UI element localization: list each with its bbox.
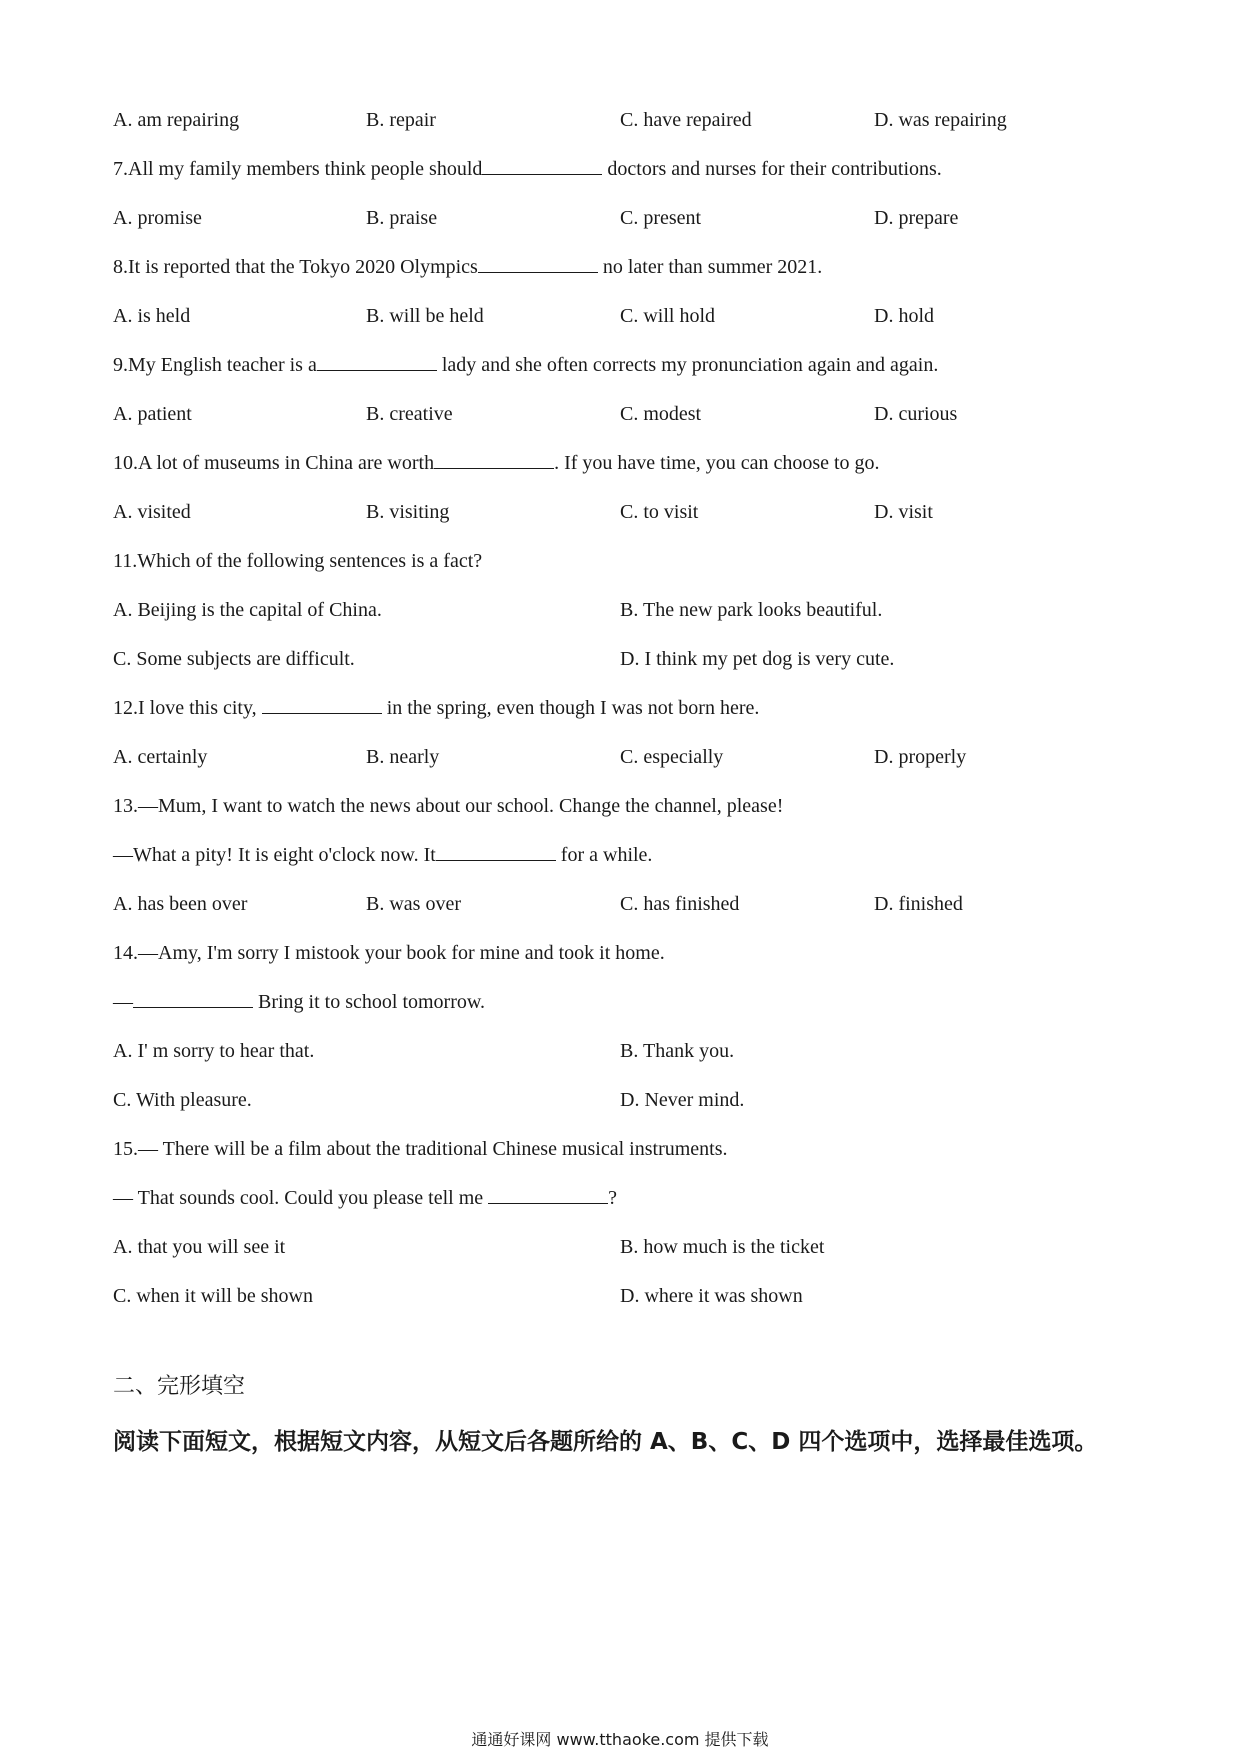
q6-option-c: C. have repaired	[620, 109, 752, 131]
q12-stem-after: in the spring, even though I was not born here.	[381, 697, 760, 719]
q9-option-c: C. modest	[620, 403, 702, 425]
q13-option-c: C. has finished	[620, 893, 740, 915]
q13-reply-before: —What a pity! It is eight o'clock now. It	[113, 844, 436, 866]
q7-option-b: B. praise	[366, 207, 438, 229]
q13-stem: 13.—Mum, I want to watch the news about our school. Change the channel, please!	[113, 795, 784, 817]
q15-option-a: A. that you will see it	[113, 1236, 286, 1258]
q8-option-c: C. will hold	[620, 305, 716, 327]
q6-option-d: D. was repairing	[874, 109, 1007, 131]
q11-option-a: A. Beijing is the capital of China.	[113, 599, 382, 621]
q14-stem: 14.—Amy, I'm sorry I mistook your book for mine and took it home.	[113, 942, 665, 964]
q13-reply-after: for a while.	[555, 844, 653, 866]
q13-option-a: A. has been over	[113, 893, 248, 915]
q6-option-b: B. repair	[366, 109, 436, 131]
section-title: 二、完形填空	[113, 1374, 246, 1399]
q7-option-a: A. promise	[113, 207, 202, 229]
q14-option-d: D. Never mind.	[620, 1089, 745, 1111]
page-footer: 通通好课网 www.tthaoke.com 提供下载	[471, 1730, 769, 1749]
q10-stem-before: 10.A lot of museums in China are worth	[113, 452, 435, 474]
q15-reply-after: ?	[608, 1187, 618, 1209]
q15-stem: 15.— There will be a film about the traditional Chinese musical instruments.	[113, 1138, 728, 1160]
q11-option-d: D. I think my pet dog is very cute.	[620, 648, 895, 670]
q15-option-b: B. how much is the ticket	[620, 1236, 825, 1258]
q14-reply-after: Bring it to school tomorrow.	[253, 991, 486, 1013]
q15-reply-before: — That sounds cool. Could you please tell me	[113, 1187, 489, 1209]
q11-option-c: C. Some subjects are difficult.	[113, 648, 355, 670]
q7-option-d: D. prepare	[874, 207, 959, 229]
q8-blank	[478, 254, 598, 273]
q8-stem-after: no later than summer 2021.	[597, 256, 823, 278]
q7-stem-before: 7.All my family members think people should	[113, 158, 483, 180]
q9-stem-after: lady and she often corrects my pronunciation again and again.	[436, 354, 939, 376]
q13-reply	[113, 842, 652, 868]
q10-stem-after: . If you have time, you can choose to go.	[554, 452, 880, 474]
q10-option-b: B. visiting	[366, 501, 450, 523]
q10-blank	[434, 450, 554, 469]
q14-blank	[133, 989, 253, 1008]
q12-option-d: D. properly	[874, 746, 967, 768]
q8-option-a: A. is held	[113, 305, 191, 327]
q10-option-d: D. visit	[874, 501, 933, 523]
q7-option-c: C. present	[620, 207, 702, 229]
q9-option-b: B. creative	[366, 403, 453, 425]
q9-option-d: D. curious	[874, 403, 958, 425]
q10-stem	[113, 450, 880, 476]
q13-option-b: B. was over	[366, 893, 461, 915]
q14-option-c: C. With pleasure.	[113, 1089, 252, 1111]
q12-option-a: A. certainly	[113, 746, 208, 768]
q7-blank	[482, 156, 602, 175]
q14-option-a: A. I' m sorry to hear that.	[113, 1040, 315, 1062]
q10-option-a: A. visited	[113, 501, 191, 523]
q15-reply	[113, 1185, 617, 1211]
q9-stem-before: 9.My English teacher is a	[113, 354, 317, 376]
q12-option-c: C. especially	[620, 746, 724, 768]
q8-stem-before: 8.It is reported that the Tokyo 2020 Olympics	[113, 256, 478, 278]
section-instruction: 阅读下面短文，根据短文内容，从短文后各题所给的 A、B、C、D 四个选项中，选择最佳选项。	[113, 1429, 1098, 1455]
q9-option-a: A. patient	[113, 403, 192, 425]
q13-blank	[436, 842, 556, 861]
q12-option-b: B. nearly	[366, 746, 440, 768]
q8-stem	[113, 254, 822, 280]
q14-option-b: B. Thank you.	[620, 1040, 735, 1062]
q15-option-c: C. when it will be shown	[113, 1285, 313, 1307]
q7-stem-after: doctors and nurses for their contributions.	[602, 158, 942, 180]
q8-option-b: B. will be held	[366, 305, 484, 327]
q14-reply	[113, 989, 485, 1015]
q10-option-c: C. to visit	[620, 501, 699, 523]
q7-stem	[113, 156, 942, 182]
q13-option-d: D. finished	[874, 893, 963, 915]
q14-reply-before: —	[113, 991, 133, 1013]
q9-stem	[113, 352, 938, 378]
q15-option-d: D. where it was shown	[620, 1285, 803, 1307]
q12-blank	[262, 695, 382, 714]
q11-stem: 11.Which of the following sentences is a fact?	[113, 550, 483, 572]
q12-stem-before: 12.I love this city,	[113, 697, 262, 719]
q12-stem	[113, 695, 759, 721]
q11-option-b: B. The new park looks beautiful.	[620, 599, 883, 621]
q6-option-a: A. am repairing	[113, 109, 240, 131]
q15-blank	[488, 1185, 608, 1204]
q9-blank	[317, 352, 437, 371]
q8-option-d: D. hold	[874, 305, 934, 327]
